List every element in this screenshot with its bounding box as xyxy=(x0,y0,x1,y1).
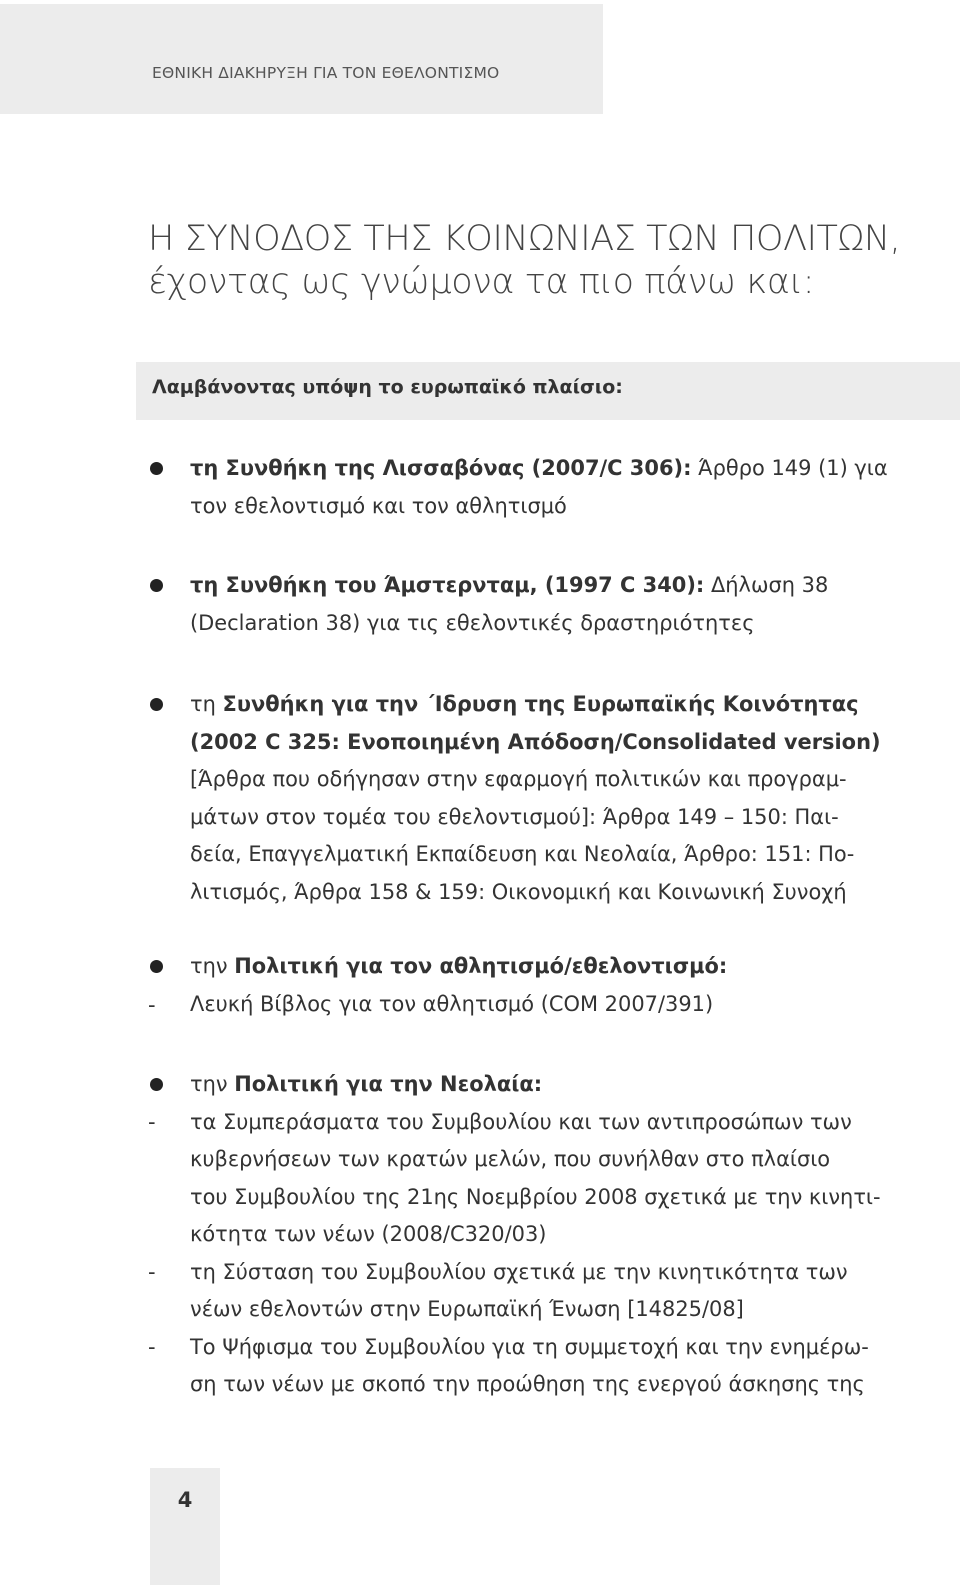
list-item-youth-policy: την Πολιτική για την Νεολαία: τα Συμπεράσματα του Συμβουλίου και των αντιπροσώπων των κυβερνήσεων των κρατών μελών, που συνήλθαν στο πλαίσιο του Συμβουλίου της 21ης Νοεμβρίου 2008 σχετικά με την κινητι- κότητα των νέων (2008/C320/03) τη Σύσταση του Συμβουλίου σχετικά με την κινητικότητα των νέων εθελοντών στην Ευρωπαϊκή Ένωση [14825/08] Το Ψήφισμα του Συμβουλίου για τη συμμετοχή και την ενημέρω- ση των νέων με σκοπό την προώθηση της ενεργού άσκησης της xyxy=(190,1072,881,1396)
page-title-line-1: Η ΣΥΝΟΔΟΣ ΤΗΣ ΚΟΙΝΩΝΙΑΣ ΤΩΝ ΠΟΛΙΤΩΝ, xyxy=(148,219,901,259)
page-number: 4 xyxy=(177,1488,193,1512)
list-item-amsterdam: τη Συνθήκη του Άμστερνταμ, (1997 C 340): Δήλωση 38 (Declaration 38) για τις εθελοντικές δραστηριότητες xyxy=(190,573,829,635)
header-band xyxy=(0,4,603,114)
section-title: Λαμβάνοντας υπόψη το ευρωπαϊκό πλαίσιο: xyxy=(152,376,623,398)
dash-marker: - xyxy=(148,1110,156,1134)
list-item-lisbon: τη Συνθήκη της Λισσαβόνας (2007/C 306): Άρθρο 149 (1) για τον εθελοντισμό και τον αθλητισμό xyxy=(190,456,888,518)
bullet-icon xyxy=(150,579,163,592)
list-item-ec-treaty: τη Συνθήκη για την ΄Ιδρυση της Ευρωπαϊκής Κοινότητας (2002 C 325: Ενοποιημένη Απόδοση/Consolidated version) [Άρθρα που οδήγησαν στην εφαρμογή πολιτικών και προγραμ- μάτων στον τομέα του εθελοντισμού]: Άρθρα 149 – 150: Παι- δεία, Επαγγελματική Εκπαίδευση και Νεολαία, Άρθρο: 151: Πο- λιτισμός, Άρθρα 158 & 159: Οικονομική και Κοινωνική Συνοχή xyxy=(190,692,881,904)
dash-marker: - xyxy=(148,1335,156,1359)
running-header: ΕΘΝΙΚΗ ΔΙΑΚΗΡΥΞΗ ΓΙΑ ΤΟΝ ΕΘΕΛΟΝΤΙΣΜΟ xyxy=(152,64,500,82)
page-number-tab xyxy=(150,1468,220,1585)
dash-marker: - xyxy=(148,993,156,1017)
bullet-icon xyxy=(150,1078,163,1091)
page-title xyxy=(148,218,960,303)
list-item-sport-policy: την Πολιτική για τον αθλητισμό/εθελοντισμό: Λευκή Βίβλος για τον αθλητισμό (COM 2007/391) xyxy=(190,954,728,1016)
page-title-line-2: έχοντας ως γνώμονα τα πιο πάνω και: xyxy=(148,261,815,302)
dash-marker: - xyxy=(148,1260,156,1284)
bullet-icon xyxy=(150,960,163,973)
bullet-icon xyxy=(150,462,163,475)
bullet-icon xyxy=(150,698,163,711)
